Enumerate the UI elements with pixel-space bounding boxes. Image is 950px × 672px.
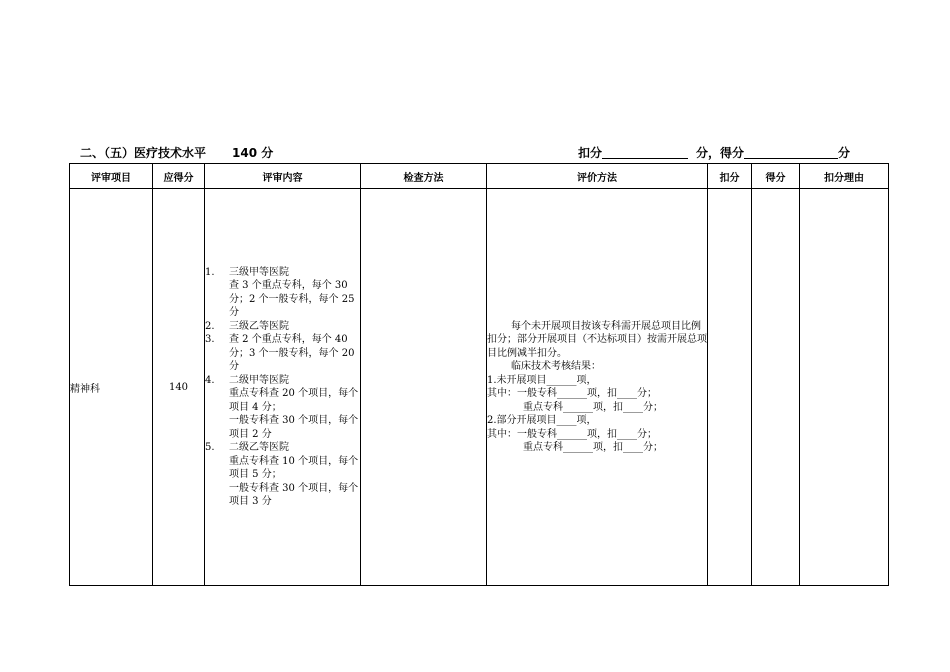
review-table bbox=[69, 163, 889, 586]
evaluation-text bbox=[487, 320, 707, 455]
header-review-content: 评审内容 bbox=[205, 164, 361, 189]
evaluation-intro: 每个未开展项目按该专科需开展总项目比例扣分；部分开展项目（不达标项目）按需开展总项目比例减半扣分。 bbox=[487, 320, 707, 359]
header-evaluation-method: 评价方法 bbox=[487, 164, 708, 189]
section-title-group bbox=[80, 144, 273, 161]
header-score: 得分 bbox=[752, 164, 800, 189]
evaluation-line: 其中：一般专科______项，扣____分； bbox=[487, 428, 657, 440]
deduct-blank[interactable] bbox=[602, 146, 688, 159]
header-review-item: 评审项目 bbox=[70, 164, 153, 189]
header-check-method: 检查方法 bbox=[361, 164, 487, 189]
evaluation-line: 重点专科______项，扣____分； bbox=[523, 442, 663, 453]
evaluation-result-title: 临床技术考核结果： bbox=[511, 361, 601, 372]
deduction-cell[interactable] bbox=[708, 189, 752, 586]
table-row bbox=[70, 189, 889, 586]
criteria-item: 3. 查 2 个重点专科，每个 40 分；3 个一般专科，每个 20 分 bbox=[205, 334, 355, 372]
evaluation-method-cell bbox=[487, 189, 708, 586]
review-content-cell bbox=[205, 189, 361, 586]
criteria-item: 1. 三级甲等医院 查 3 个重点专科，每个 30 分；2 个一般专科，每个 25 分 bbox=[205, 266, 355, 318]
header-row bbox=[70, 164, 889, 189]
section-title: 二、（五）医疗技术水平 bbox=[80, 146, 207, 160]
criteria-item: 2. 三级乙等医院 bbox=[205, 320, 289, 332]
evaluation-line: 其中：一般专科______项，扣____分； bbox=[487, 388, 657, 399]
criteria-item: 5. 二级乙等医院 重点专科查 10 个项目，每个项目 5 分； 一般专科查 30 个项目，每个项目 3 分 bbox=[205, 442, 359, 507]
evaluation-line: 2.部分开展项目____项， bbox=[487, 415, 597, 426]
deduct-unit: 分，得分 bbox=[696, 146, 745, 160]
check-method-cell[interactable] bbox=[361, 189, 487, 586]
deduction-reason-cell[interactable] bbox=[800, 189, 889, 586]
full-score-cell: 140 bbox=[153, 189, 205, 586]
score-blank[interactable] bbox=[744, 146, 838, 159]
evaluation-line: 1.未开展项目______项， bbox=[487, 374, 597, 386]
evaluation-line: 重点专科______项，扣____分； bbox=[523, 401, 663, 413]
header-full-score: 应得分 bbox=[153, 164, 205, 189]
criteria-list bbox=[205, 266, 360, 509]
header-deduction-reason: 扣分理由 bbox=[800, 164, 889, 189]
criteria-item: 4. 二级甲等医院 重点专科查 20 个项目，每个项目 4 分； 一般专科查 30 个项目，每个项目 2 分 bbox=[205, 374, 359, 440]
score-summary bbox=[578, 144, 850, 161]
score-unit: 分 bbox=[838, 146, 851, 160]
section-points: 140 分 bbox=[232, 146, 274, 160]
deduct-label: 扣分 bbox=[578, 146, 603, 160]
section-heading bbox=[80, 144, 870, 162]
score-cell[interactable] bbox=[752, 189, 800, 586]
subject-cell: 精神科 bbox=[70, 189, 153, 586]
header-deduction: 扣分 bbox=[708, 164, 752, 189]
